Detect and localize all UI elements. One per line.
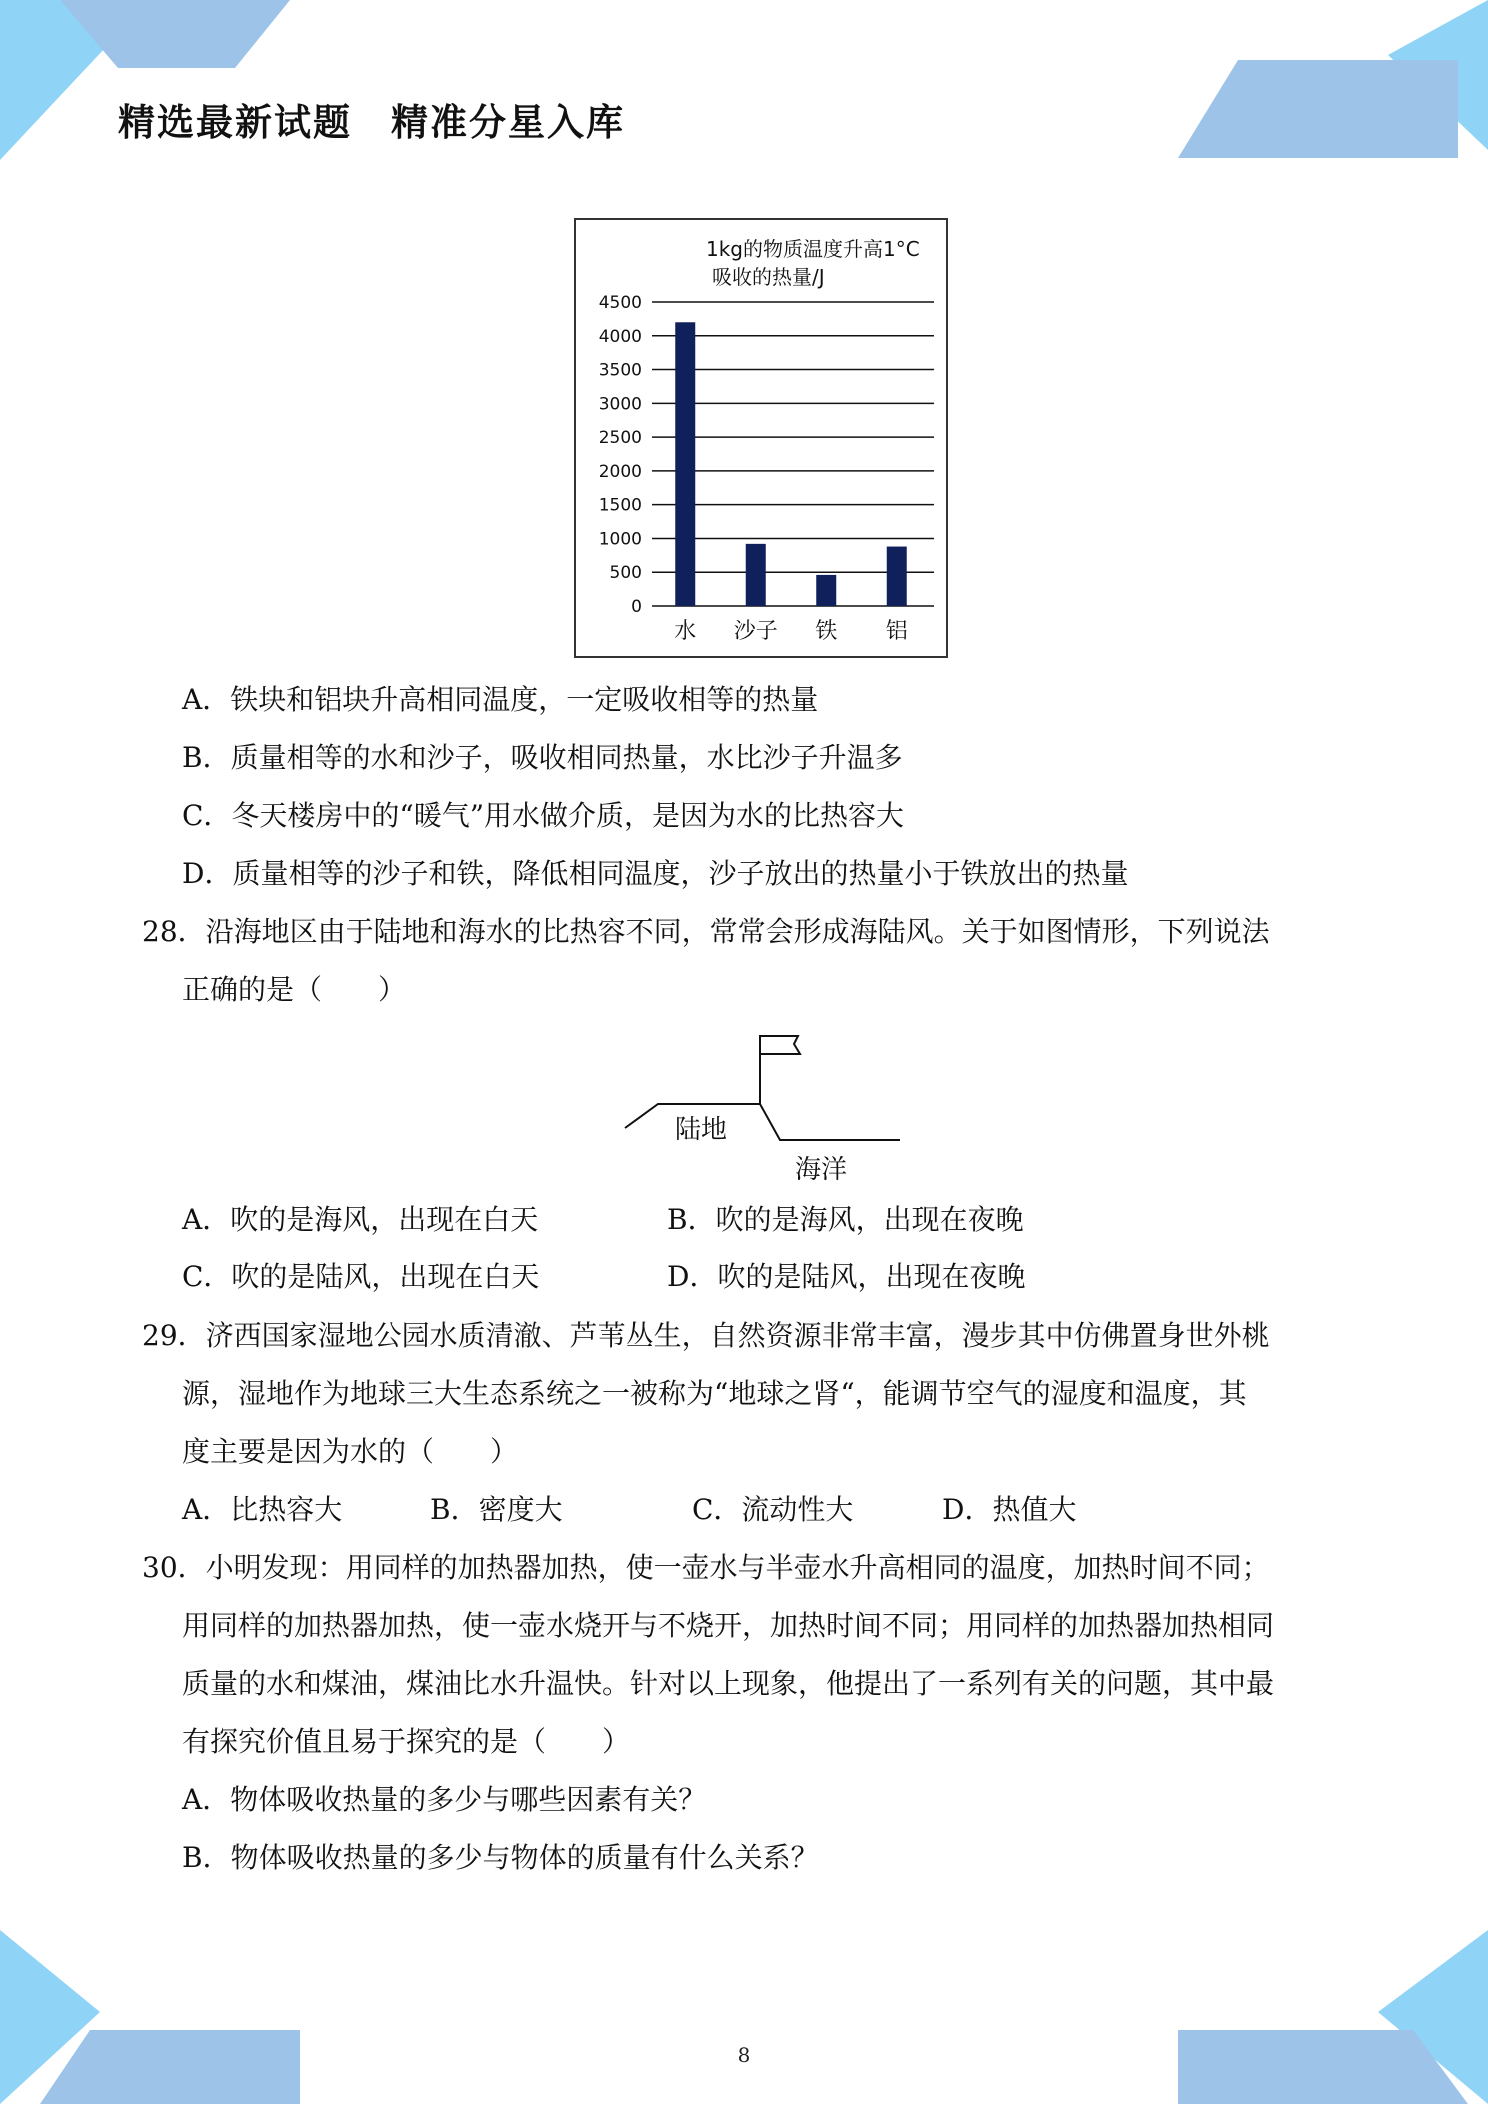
y-tick-label: 1500 xyxy=(598,495,642,516)
x-category-label: 水 xyxy=(674,619,697,644)
q30-stem-line-3: 质量的水和煤油，煤油比水升温快。针对以上现象，他提出了一系列有关的问题，其中最 xyxy=(182,1667,1275,1700)
q28-option-b: B．吹的是海风，出现在夜晚 xyxy=(667,1203,1024,1236)
header-title: 精选最新试题 精准分星入库 xyxy=(118,101,625,144)
y-tick-label: 4500 xyxy=(598,293,642,313)
q30-stem-line-4: 有探究价值且易于探究的是（ ） xyxy=(182,1725,631,1758)
q28-option-a: A．吹的是海风，出现在白天 xyxy=(182,1203,539,1236)
q27-option-c: C．冬天楼房中的“暖气”用水做介质，是因为水的比热容大 xyxy=(182,799,905,832)
decoration-top-right xyxy=(1168,0,1488,170)
q30-option-b: B．物体吸收热量的多少与物体的质量有什么关系？ xyxy=(182,1841,819,1874)
q29-option-b: B．密度大 xyxy=(430,1493,563,1526)
q27-option-a: A．铁块和铝块升高相同温度，一定吸收相等的热量 xyxy=(182,683,819,716)
q27-option-d: D．质量相等的沙子和铁，降低相同温度，沙子放出的热量小于铁放出的热量 xyxy=(182,857,1129,890)
chart-subtitle: 吸收的热量/J xyxy=(712,265,825,289)
x-category-label: 铁 xyxy=(815,619,838,644)
sea-land-breeze-diagram xyxy=(620,1028,910,1188)
bar xyxy=(816,575,836,606)
y-tick-label: 3500 xyxy=(598,360,642,381)
q29-stem-line-1: 29．济西国家湿地公园水质清澈、芦苇丛生，自然资源非常丰富，漫步其中仿佛置身世外桃 xyxy=(142,1319,1270,1352)
q28-option-d: D．吹的是陆风，出现在夜晚 xyxy=(667,1260,1026,1293)
q29-stem-line-3: 度主要是因为水的（ ） xyxy=(182,1435,519,1468)
y-tick-label: 500 xyxy=(609,563,642,584)
land-label: 陆地 xyxy=(675,1115,728,1145)
q30-option-a: A．物体吸收热量的多少与哪些因素有关？ xyxy=(182,1783,707,1816)
bar xyxy=(887,547,907,606)
bar xyxy=(675,322,695,606)
y-tick-label: 1000 xyxy=(598,529,642,550)
q29-stem-line-2: 源，湿地作为地球三大生态系统之一被称为“地球之肾“，能调节空气的湿度和温度，其 xyxy=(182,1377,1247,1410)
x-category-label: 沙子 xyxy=(733,619,778,644)
q29-option-a: A．比热容大 xyxy=(182,1493,343,1526)
q29-option-c: C．流动性大 xyxy=(692,1493,854,1526)
y-tick-label: 3000 xyxy=(598,394,642,415)
y-tick-label: 4000 xyxy=(598,326,642,347)
q27-option-b: B．质量相等的水和沙子，吸收相同热量，水比沙子升温多 xyxy=(182,741,903,774)
q28-stem-line-1: 28．沿海地区由于陆地和海水的比热容不同，常常会形成海陆风。关于如图情形，下列说法 xyxy=(142,915,1270,948)
flag-icon xyxy=(760,1036,800,1054)
q30-stem-line-2: 用同样的加热器加热，使一壶水烧开与不烧开，加热时间不同；用同样的加热器加热相同 xyxy=(182,1609,1275,1642)
decoration-bottom-left xyxy=(0,1930,310,2104)
q28-option-c: C．吹的是陆风，出现在白天 xyxy=(182,1260,540,1293)
decoration-bottom-right xyxy=(1168,1930,1488,2104)
specific-heat-bar-chart xyxy=(574,218,948,658)
y-tick-label: 2500 xyxy=(598,428,642,449)
land-sea-outline xyxy=(625,1104,900,1140)
y-tick-label: 0 xyxy=(631,597,642,617)
chart-title: 1kg的物质温度升高1°C xyxy=(706,237,920,261)
q28-stem-line-2: 正确的是（ ） xyxy=(182,973,407,1006)
sea-label: 海洋 xyxy=(795,1155,848,1185)
x-category-label: 铝 xyxy=(885,619,908,644)
bar xyxy=(746,544,766,606)
q30-stem-line-1: 30．小明发现：用同样的加热器加热，使一壶水与半壶水升高相同的温度，加热时间不同； xyxy=(142,1551,1270,1584)
page-number: 8 xyxy=(737,2043,751,2067)
q29-option-d: D．热值大 xyxy=(942,1493,1077,1526)
y-tick-label: 2000 xyxy=(598,461,642,482)
